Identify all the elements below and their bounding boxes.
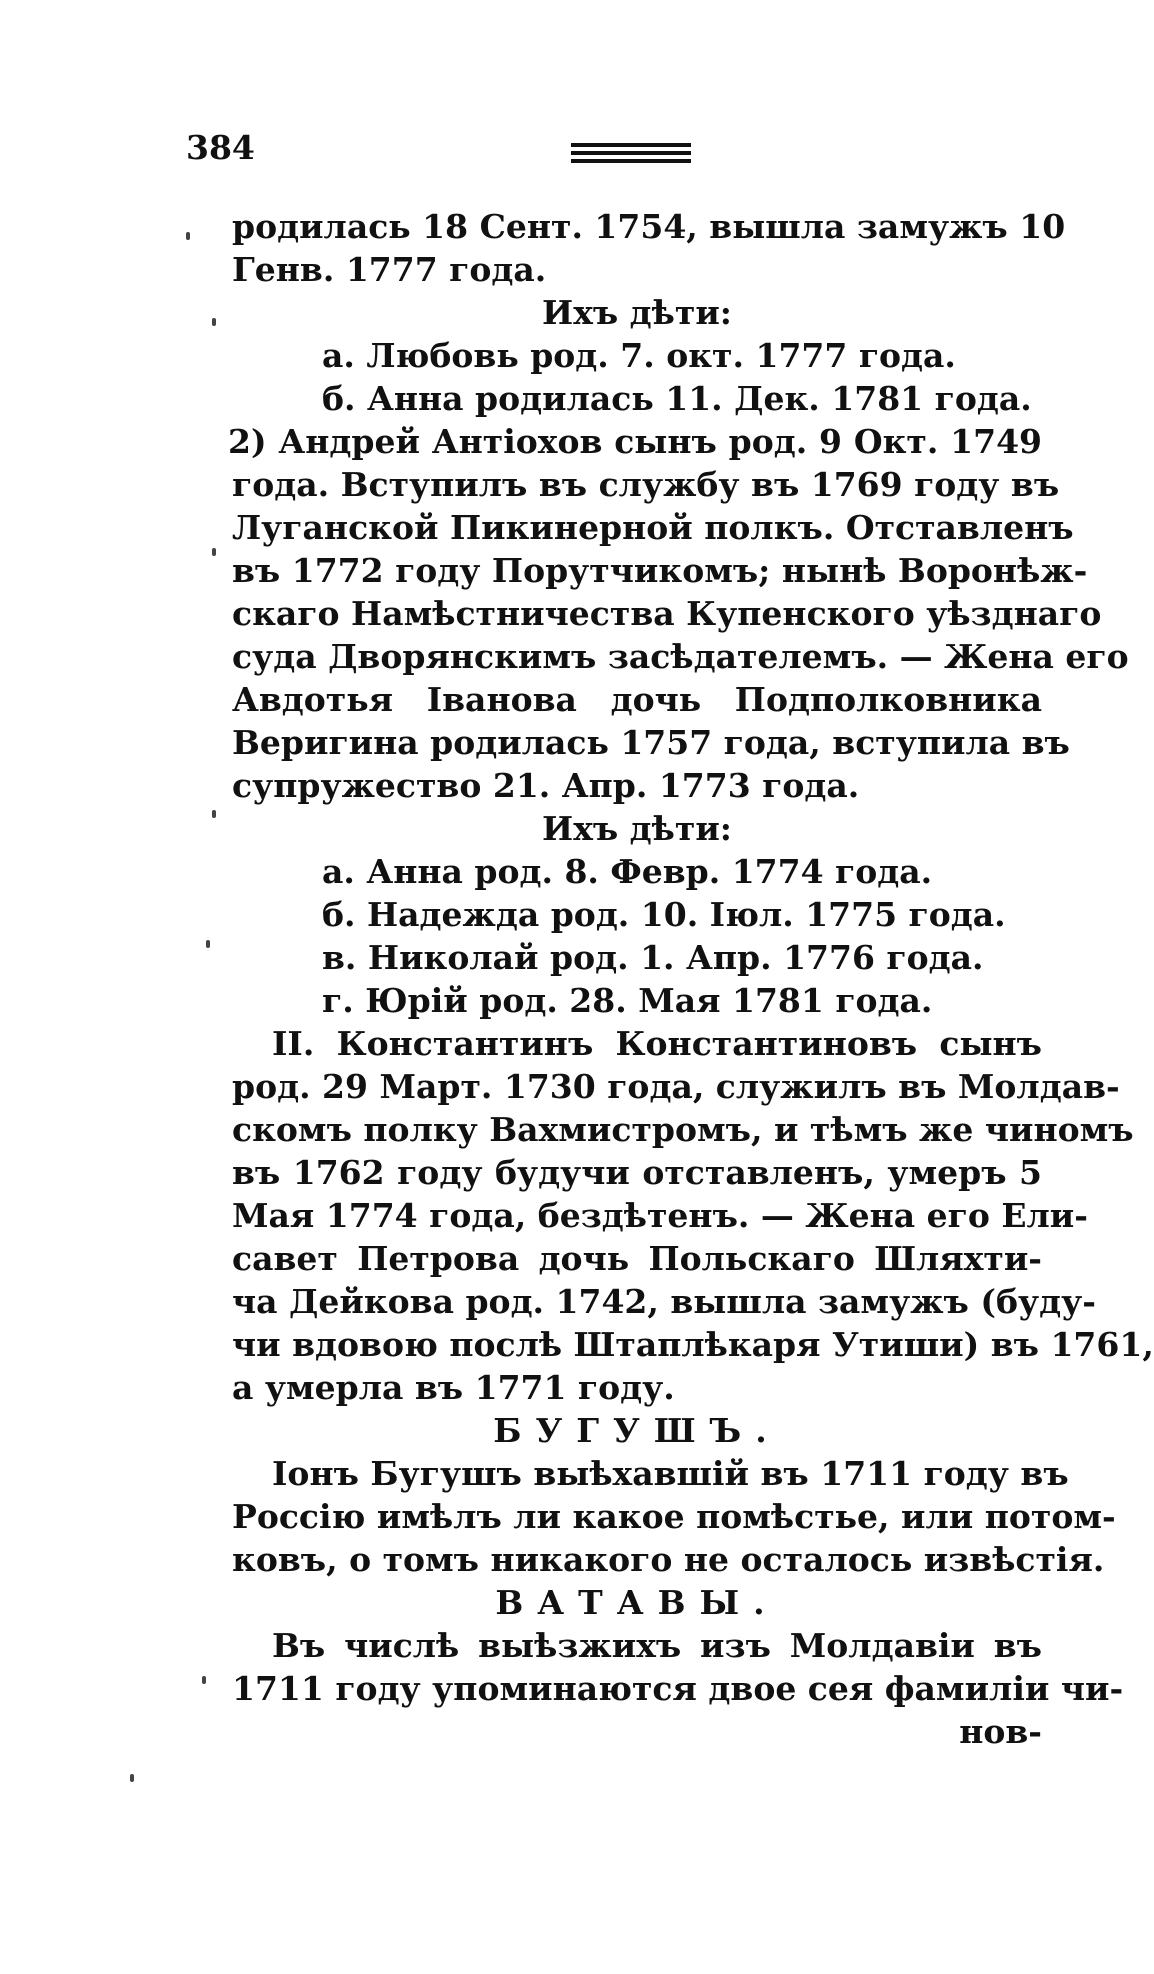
text-line: родилась 18 Сент. 1754, вышла замужъ 10 [232,207,1066,246]
person-entry: 2) Андрей Антіохов сынъ род. 9 Окт. 1749 [228,422,1042,461]
child-entry: б. Надежда род. 10. Іюл. 1775 года. [322,895,1006,934]
text-line: Генв. 1777 года. [232,250,547,289]
text-line: ковъ, о томъ никакого не осталось извѣстія. [232,1540,1105,1579]
margin-mark [202,1676,206,1684]
text-line: ча Дейкова род. 1742, вышла замужъ (буду- [232,1282,1096,1321]
text-line: Въ числѣ выѣзжихъ изъ Молдавіи въ [272,1626,1042,1665]
text-line: 1711 году упоминаются двое сея фамиліи чи- [232,1669,1124,1708]
child-entry: а. Анна род. 8. Февр. 1774 года. [322,852,933,891]
margin-mark [212,810,216,818]
text-line: Авдотья Іванова дочь Подполковника [232,680,1042,719]
text-line: супружество 21. Апр. 1773 года. [232,766,860,805]
text-line: Іонъ Бугушъ выѣхавшій въ 1711 году въ [272,1454,1069,1493]
text-line: Мая 1774 года, бездѣтенъ. — Жена его Ели- [232,1196,1088,1235]
margin-mark [186,232,190,240]
section-heading: БУГУШЪ. [493,1411,781,1450]
margin-mark [206,940,210,948]
header-ornament-rule [571,143,691,167]
margin-mark [212,548,216,556]
child-entry: г. Юрій род. 28. Мая 1781 года. [322,981,933,1020]
children-heading: Ихъ дѣти: [542,293,732,332]
text-line: род. 29 Март. 1730 года, служилъ въ Молдав- [232,1067,1120,1106]
catchword: нов- [959,1712,1042,1751]
text-line: въ 1762 году будучи отставленъ, умеръ 5 [232,1153,1042,1192]
margin-mark [130,1774,134,1782]
text-line: чи вдовою послѣ Штаплѣкаря Утиши) въ 1761, [232,1325,1154,1364]
text-line: въ 1772 году Порутчикомъ; нынѣ Воронѣж- [232,551,1088,590]
margin-mark [212,318,216,326]
text-line: Луганской Пикинерной полкъ. Отставленъ [232,508,1074,547]
child-entry: а. Любовь род. 7. окт. 1777 года. [322,336,956,375]
person-entry: II. Константинъ Константиновъ сынъ [272,1024,1042,1063]
text-line: савет Петрова дочь Польскаго Шляхти- [232,1239,1042,1278]
page-header [186,128,946,168]
child-entry: б. Анна родилась 11. Дек. 1781 года. [322,379,1032,418]
text-line: Веригина родилась 1757 года, вступила въ [232,723,1070,762]
page-number: 384 [186,128,255,167]
text-line: скомъ полку Вахмистромъ, и тѣмъ же чиномъ [232,1110,1134,1149]
body-text [228,205,1154,1753]
child-entry: в. Николай род. 1. Апр. 1776 года. [322,938,984,977]
text-line: Россію имѣлъ ли какое помѣстье, или потом- [232,1497,1116,1536]
children-heading: Ихъ дѣти: [542,809,732,848]
text-line: суда Дворянскимъ засѣдателемъ. — Жена его [232,637,1129,676]
text-line: а умерла въ 1771 году. [232,1368,675,1407]
text-line: года. Вступилъ въ службу въ 1769 году въ [232,465,1060,504]
text-line: скаго Намѣстничества Купенского уѣзднаго [232,594,1102,633]
section-heading: ВАТАВЫ. [495,1583,779,1622]
